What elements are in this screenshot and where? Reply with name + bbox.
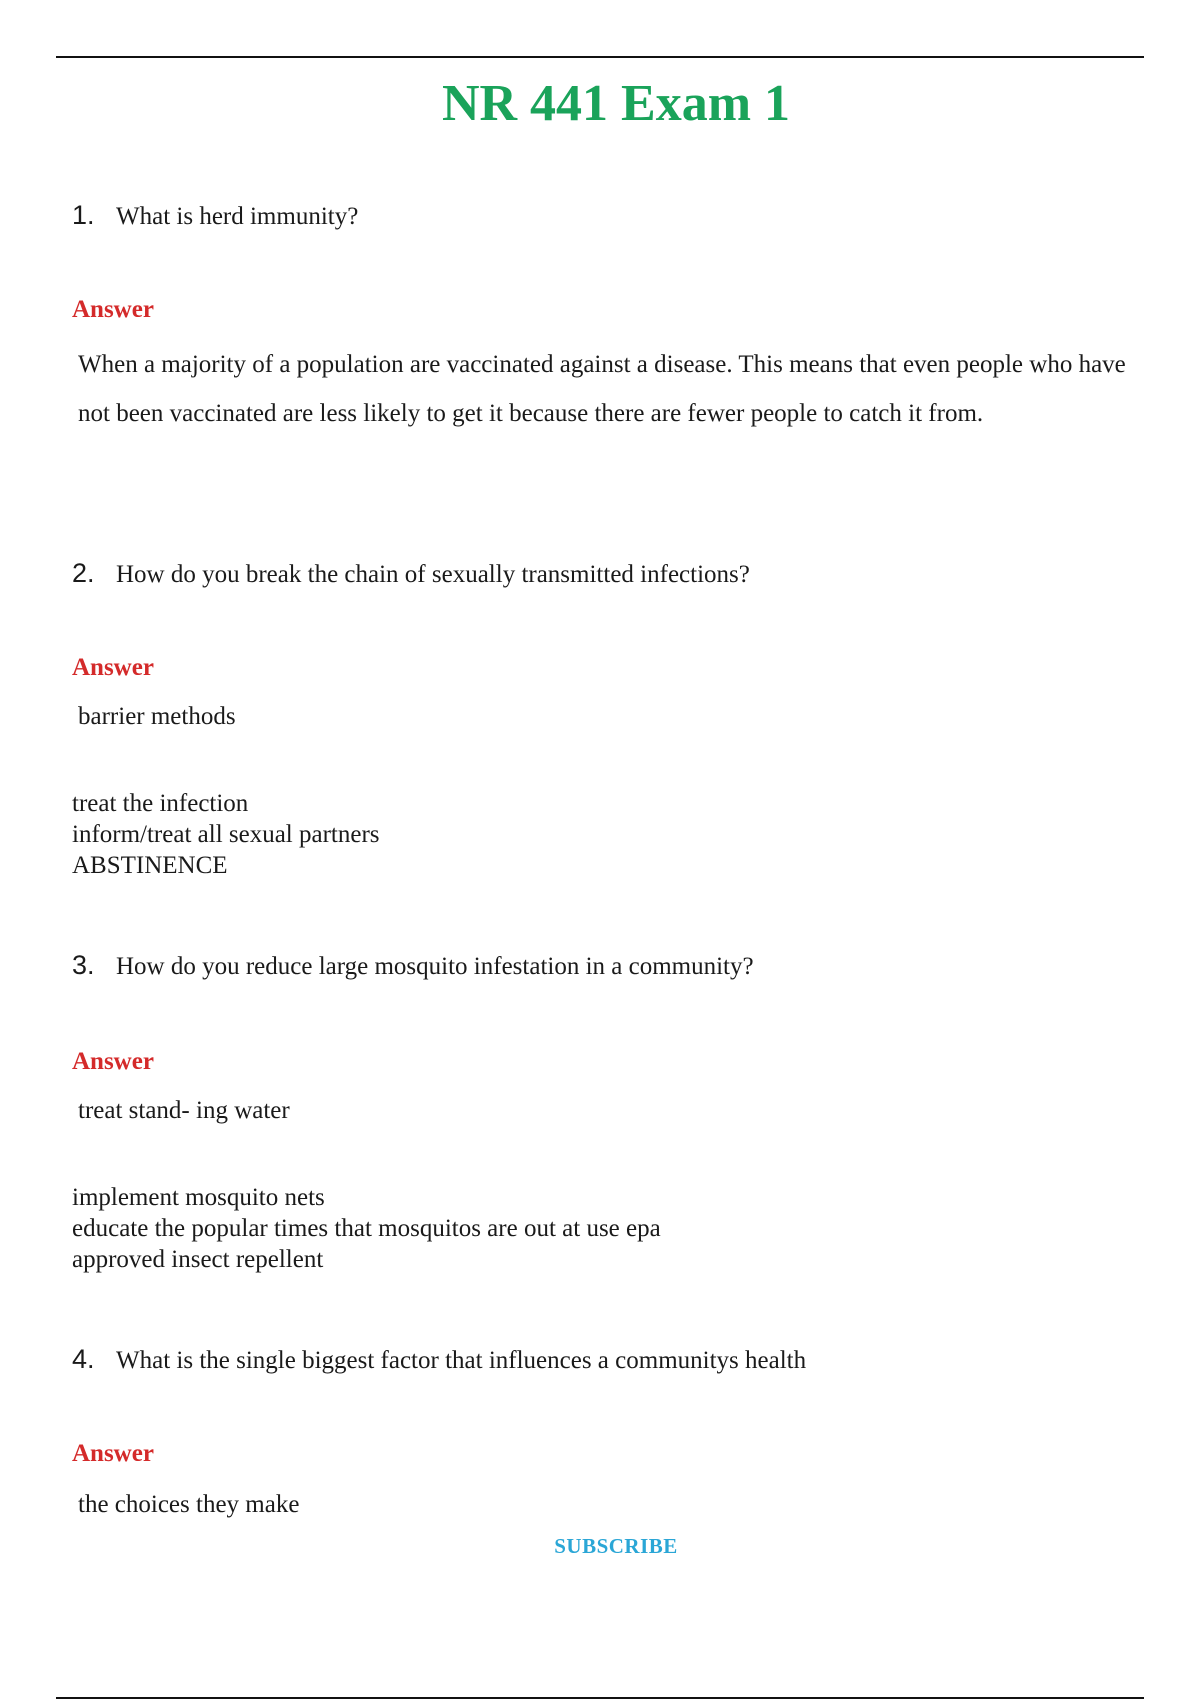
document-title: NR 441 Exam 1: [441, 75, 791, 132]
top-divider: [56, 56, 1144, 58]
question-number: 4.: [72, 1344, 95, 1374]
bottom-divider: [56, 1697, 1144, 1699]
question-1: [72, 198, 1132, 234]
question-text: What is the single biggest factor that influences a communitys health: [116, 1347, 807, 1374]
qa-item-2: [72, 556, 1132, 879]
question-number: 1.: [72, 200, 95, 230]
answer-first-line: treat stand- ing water: [78, 1097, 290, 1124]
answer-label: Answer: [72, 296, 154, 323]
question-number: 3.: [72, 950, 95, 980]
question-text: What is herd immunity?: [116, 203, 359, 230]
qa-item-1: [72, 198, 1132, 427]
answer-lines: [72, 788, 380, 881]
answer-text: When a majority of a population are vaccinated against a disease. This means that even people who have not been vaccinated are less likely to get it because there are fewer people to catch it from.: [78, 351, 1126, 427]
answer-lines: [72, 1182, 661, 1275]
answer-label: Answer: [72, 1048, 154, 1075]
question-2: [72, 556, 1132, 592]
answer-label: Answer: [72, 1440, 154, 1467]
answer-line: inform/treat all sexual partners: [72, 821, 380, 848]
question-text: How do you break the chain of sexually transmitted infections?: [116, 561, 750, 588]
answer-line: ABSTINENCE: [72, 852, 228, 879]
qa-item-3: [72, 948, 1132, 1273]
question-4: [72, 1342, 1132, 1378]
answer-line: treat the infection: [72, 790, 249, 817]
answer-label: Answer: [72, 654, 154, 681]
question-number: 2.: [72, 558, 95, 588]
answer-line: approved insect repellent: [72, 1246, 324, 1273]
subscribe-link[interactable]: SUBSCRIBE: [554, 1534, 678, 1558]
qa-item-4: [72, 1342, 1132, 1518]
question-text: How do you reduce large mosquito infestation in a community?: [116, 953, 754, 980]
answer-line: implement mosquito nets: [72, 1184, 325, 1211]
answer-first-line: the choices they make: [78, 1491, 300, 1518]
answer-line: educate the popular times that mosquitos are out at use epa: [72, 1215, 661, 1242]
question-3: [72, 948, 1132, 984]
answer-first-line: barrier methods: [78, 703, 236, 730]
